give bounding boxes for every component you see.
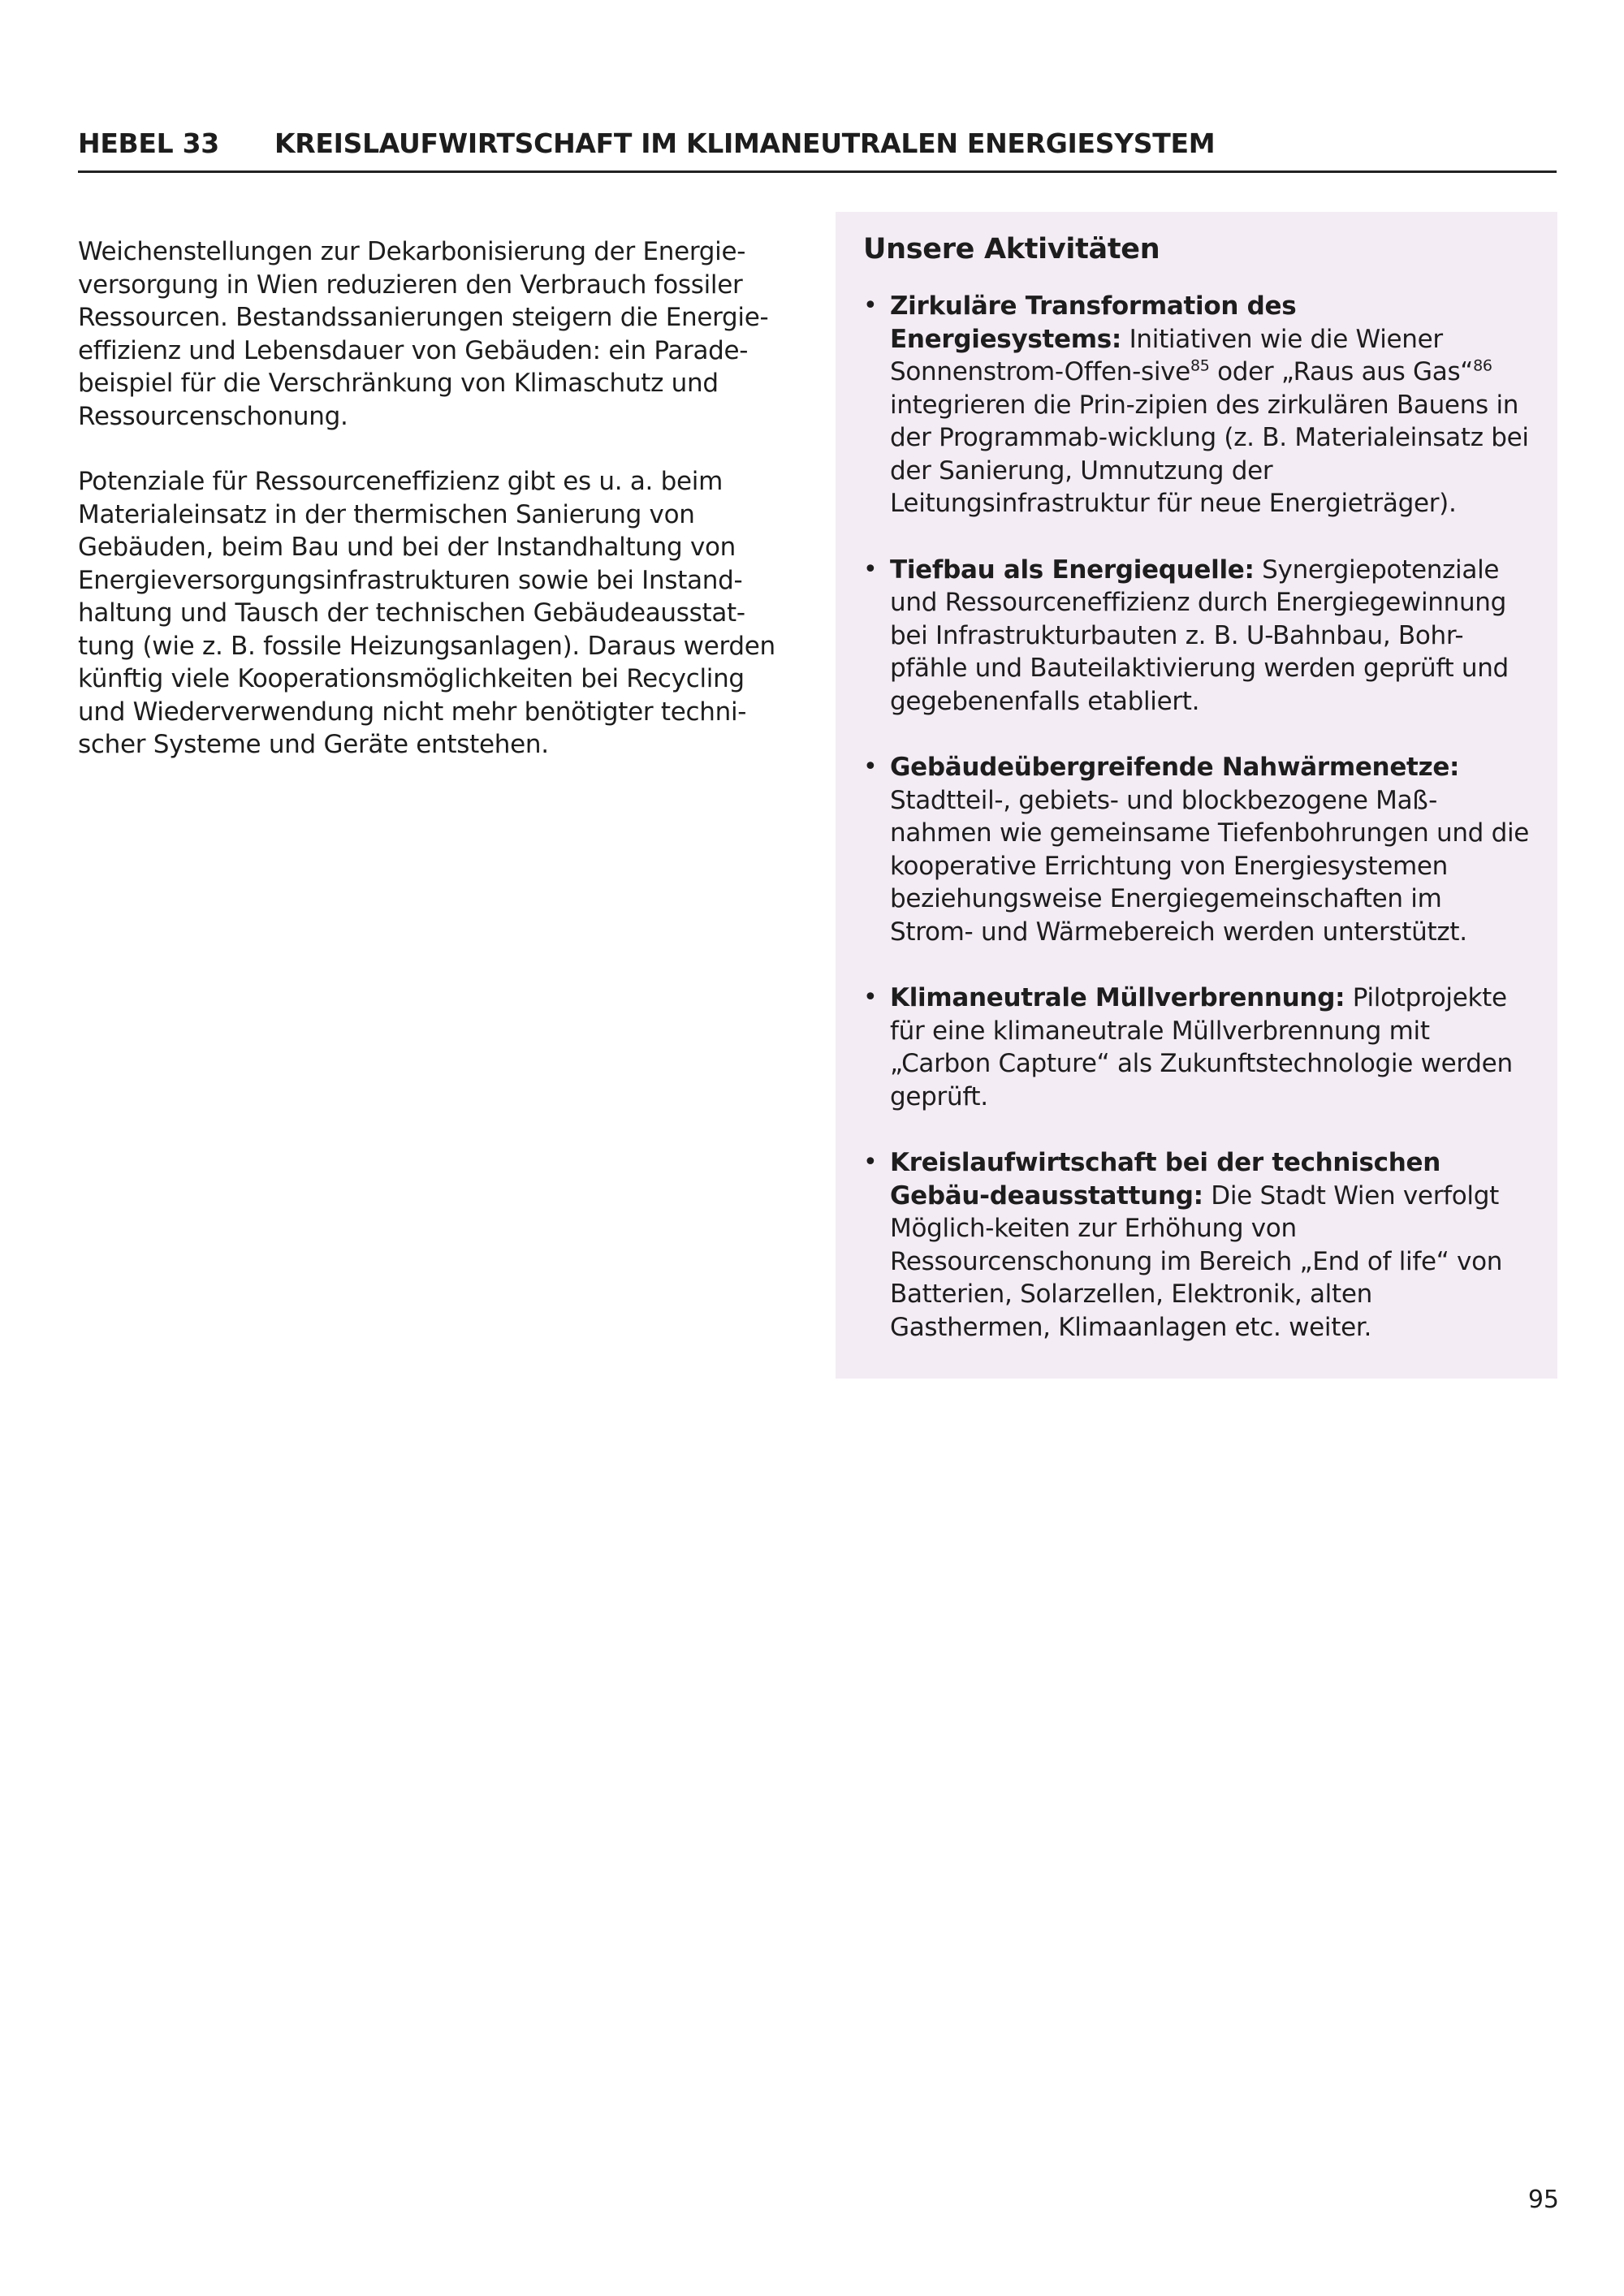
item-text: Pilotprojekte für eine klimaneutrale Müllverbrennung mit „Carbon Capture“ als Zukunftstechnologie werden geprüft. bbox=[890, 983, 1513, 1111]
item-title: Tiefbau als Energiequelle: bbox=[890, 555, 1255, 585]
activities-list bbox=[863, 290, 1530, 1344]
bullet-icon: • bbox=[863, 983, 878, 1012]
intro-paragraph: Potenziale für Ressourceneffizienz gibt es u. a. beim Materialeinsatz in der thermischen Sanierung von Gebäuden, beim Bau und bei der Instandhaltung von Energieversorgungsinfrastrukturen sowie bei Instand-haltung und Tausch der technischen Gebäudeausstat-tung (wie z. B. fossile Heizungsanlagen). Daraus werden künftig viele Kooperationsmöglichkeiten bei Recycling und Wiederverwendung nicht mehr benötigter techni-scher Systeme und Geräte entstehen. bbox=[78, 467, 775, 759]
item-text: integrieren die Prin-zipien des zirkulären Bauens in der Programmab-wicklung (z. B. Materialeinsatz bei der Sanierung, Umnutzung der Leitungsinfrastruktur für neue Energieträger). bbox=[890, 390, 1529, 518]
item-title: Gebäudeübergreifende Nahwärmenetze: bbox=[890, 753, 1460, 782]
footnote-ref: 86 bbox=[1473, 356, 1492, 375]
item-text: Stadtteil-, gebiets- und blockbezogene Maß-nahmen wie gemeinsame Tiefenbohrungen und die kooperative Errichtung von Energiesystemen beziehungsweise Energiegemeinschaften im Strom- und Wärmebereich werden unterstützt. bbox=[890, 785, 1530, 947]
bullet-icon: • bbox=[863, 555, 878, 584]
footnote-ref: 85 bbox=[1190, 356, 1210, 375]
activities-heading: Unsere Aktivitäten bbox=[863, 233, 1160, 265]
list-item bbox=[863, 290, 1530, 520]
page-number: 95 bbox=[1527, 2186, 1559, 2214]
lever-number: HEBEL 33 bbox=[78, 127, 219, 159]
list-item bbox=[863, 982, 1530, 1113]
list-item bbox=[863, 554, 1530, 719]
list-item bbox=[863, 1146, 1530, 1344]
intro-paragraph: Weichenstellungen zur Dekarbonisierung der Energie-versorgung in Wien reduzieren den Verbrauch fossiler Ressourcen. Bestandssanierungen steigern die Energie-effizienz und Lebensdauer von Gebäuden: ein Parade-beispiel für die Verschränkung von Klimaschutz und Ressourcenschonung. bbox=[78, 237, 769, 431]
bullet-icon: • bbox=[863, 753, 878, 781]
item-text: Synergiepotenziale und Ressourceneffizienz durch Energiegewinnung bei Infrastrukturbauten z. B. U-Bahnbau, Bohr-pfähle und Bauteilaktivierung werden geprüft und gegebenenfalls etabliert. bbox=[890, 555, 1509, 716]
item-text: oder „Raus aus Gas“ bbox=[1209, 357, 1474, 386]
section-title: KREISLAUFWIRTSCHAFT IM KLIMANEUTRALEN ENERGIESYSTEM bbox=[274, 127, 1216, 159]
list-item bbox=[863, 751, 1530, 948]
item-title: Zirkuläre Transformation des Energiesystems: bbox=[890, 291, 1297, 354]
item-text: Die Stadt Wien verfolgt Möglich-keiten zur Erhöhung von Ressourcenschonung im Bereich „End of life“ von Batterien, Solarzellen, Elektronik, alten Gasthermen, Klimaanlagen etc. weiter. bbox=[890, 1180, 1503, 1342]
item-text: Initiativen wie die Wiener Sonnenstrom-Offen-sive bbox=[890, 324, 1443, 386]
page-header bbox=[78, 120, 1557, 173]
activities-box bbox=[836, 212, 1557, 1379]
intro-text bbox=[78, 235, 793, 794]
bullet-icon: • bbox=[863, 1148, 878, 1176]
bullet-icon: • bbox=[863, 291, 878, 320]
item-title: Kreislaufwirtschaft bei der technischen Gebäu-deausstattung: bbox=[890, 1148, 1441, 1211]
item-title: Klimaneutrale Müllverbrennung: bbox=[890, 983, 1345, 1012]
